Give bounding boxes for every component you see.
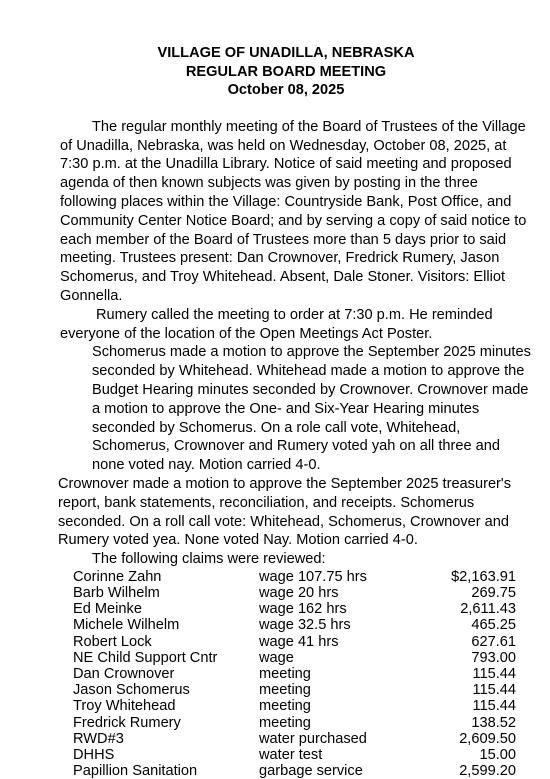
claim-description: wage bbox=[259, 649, 294, 666]
claim-payee: Corinne Zahn bbox=[73, 568, 162, 585]
claim-description: wage 162 hrs bbox=[259, 601, 347, 618]
claim-description: wage 32.5 hrs bbox=[259, 617, 351, 634]
claim-payee: Ed Meinke bbox=[73, 601, 142, 618]
claim-row bbox=[73, 731, 532, 747]
claim-row bbox=[73, 617, 532, 633]
claim-amount: 465.25 bbox=[471, 617, 516, 634]
claim-amount: 793.00 bbox=[471, 649, 516, 666]
claim-payee: Dan Crownover bbox=[73, 666, 175, 683]
claim-payee: RWD#3 bbox=[73, 730, 124, 747]
claim-row bbox=[73, 569, 532, 585]
header-meeting-date: October 08, 2025 bbox=[227, 82, 345, 99]
claim-amount: $2,163.91 bbox=[451, 568, 516, 585]
call-to-order-paragraph: Rumery called the meeting to order at 7:30 p.m. He reminded everyone of the location of the Open Meetings Act Poster. bbox=[60, 306, 493, 342]
claim-payee: Jason Schomerus bbox=[73, 682, 190, 699]
header-meeting-type: REGULAR BOARD MEETING bbox=[185, 63, 387, 80]
claim-payee: Michele Wilhelm bbox=[73, 617, 180, 634]
claim-payee: Barb Wilhelm bbox=[73, 585, 160, 602]
claim-row bbox=[73, 715, 532, 731]
claim-amount: 2,611.43 bbox=[460, 601, 516, 618]
claims-table bbox=[73, 569, 532, 779]
document-header bbox=[40, 44, 532, 100]
claim-description: garbage service bbox=[259, 763, 363, 779]
claim-row bbox=[73, 601, 532, 617]
minutes-motion-paragraph: Schomerus made a motion to approve the September 2025 minutes seconded by Whitehead. Whitehead made a motion to approve the Budget Hearing minutes seconded by Crownover. Crownover made a motion to approve the One- and Six-Year Hearing minutes seconded by Schomerus. On a role call vote, Whitehead, Schomerus, Crownover and Rumery voted yah on all three and none voted nay. Motion carried 4-0. bbox=[92, 344, 531, 474]
claim-description: water purchased bbox=[259, 730, 367, 747]
claim-description: wage 41 hrs bbox=[259, 633, 339, 650]
claim-amount: 138.52 bbox=[471, 714, 516, 731]
claim-amount: 627.61 bbox=[471, 633, 516, 650]
intro-paragraph: The regular monthly meeting of the Board of Trustees of the Village of Unadilla, Nebraska, was held on Wednesday, October 08, 2025, at 7:30 p.m. at the Unadilla Library. Notice of said meeting and proposed agenda of then known subjects was given by posting in the three following places within the Village: Countryside Bank, Post Office, and Community Center Notice Board; and by serving a copy of said notice to each member of the Board of Trustees more than 5 days prior to said meeting. Trustees present: Dan Crownover, Fredrick Rumery, Jason Schomerus, and Troy Whitehead. Absent, Dale Stoner. Visitors: Elliot Gonnella. bbox=[60, 118, 527, 304]
claim-payee: Papillion Sanitation bbox=[73, 763, 198, 779]
claim-row bbox=[73, 682, 532, 698]
claim-row bbox=[73, 634, 532, 650]
claim-amount: 115.44 bbox=[472, 666, 516, 683]
claim-payee: Robert Lock bbox=[73, 633, 152, 650]
claim-description: meeting bbox=[259, 714, 311, 731]
claim-description: meeting bbox=[259, 666, 311, 683]
claim-payee: Troy Whitehead bbox=[73, 698, 176, 715]
claim-amount: 15.00 bbox=[479, 746, 516, 763]
header-village-title: VILLAGE OF UNADILLA, NEBRASKA bbox=[157, 45, 415, 61]
claim-row bbox=[73, 585, 532, 601]
claim-payee: Fredrick Rumery bbox=[73, 714, 181, 731]
claim-row bbox=[73, 650, 532, 666]
claim-description: water test bbox=[259, 746, 323, 763]
claim-description: meeting bbox=[259, 698, 311, 715]
claim-description: meeting bbox=[259, 682, 311, 699]
claim-amount: 115.44 bbox=[472, 698, 516, 715]
claim-amount: 115.44 bbox=[472, 682, 516, 699]
claim-amount: 2,609.50 bbox=[459, 730, 516, 747]
claim-payee: NE Child Support Cntr bbox=[73, 649, 218, 666]
claim-amount: 2,599.20 bbox=[459, 763, 516, 779]
claim-row bbox=[73, 666, 532, 682]
claim-row bbox=[73, 763, 532, 779]
claim-description: wage 20 hrs bbox=[259, 585, 339, 602]
claim-payee: DHHS bbox=[73, 746, 115, 763]
claims-intro: The following claims were reviewed: bbox=[92, 551, 326, 568]
treasurer-motion-paragraph: Crownover made a motion to approve the September 2025 treasurer's report, bank statements, reconciliation, and receipts. Schomerus seconded. On a roll call vote: Whitehead, Schomerus, Crownover and Rumery voted yea. None voted Nay. Motion carried 4-0. bbox=[58, 475, 512, 549]
claim-row bbox=[73, 698, 532, 714]
claim-amount: 269.75 bbox=[471, 585, 516, 602]
claim-row bbox=[73, 747, 532, 763]
claim-description: wage 107.75 hrs bbox=[259, 568, 367, 585]
